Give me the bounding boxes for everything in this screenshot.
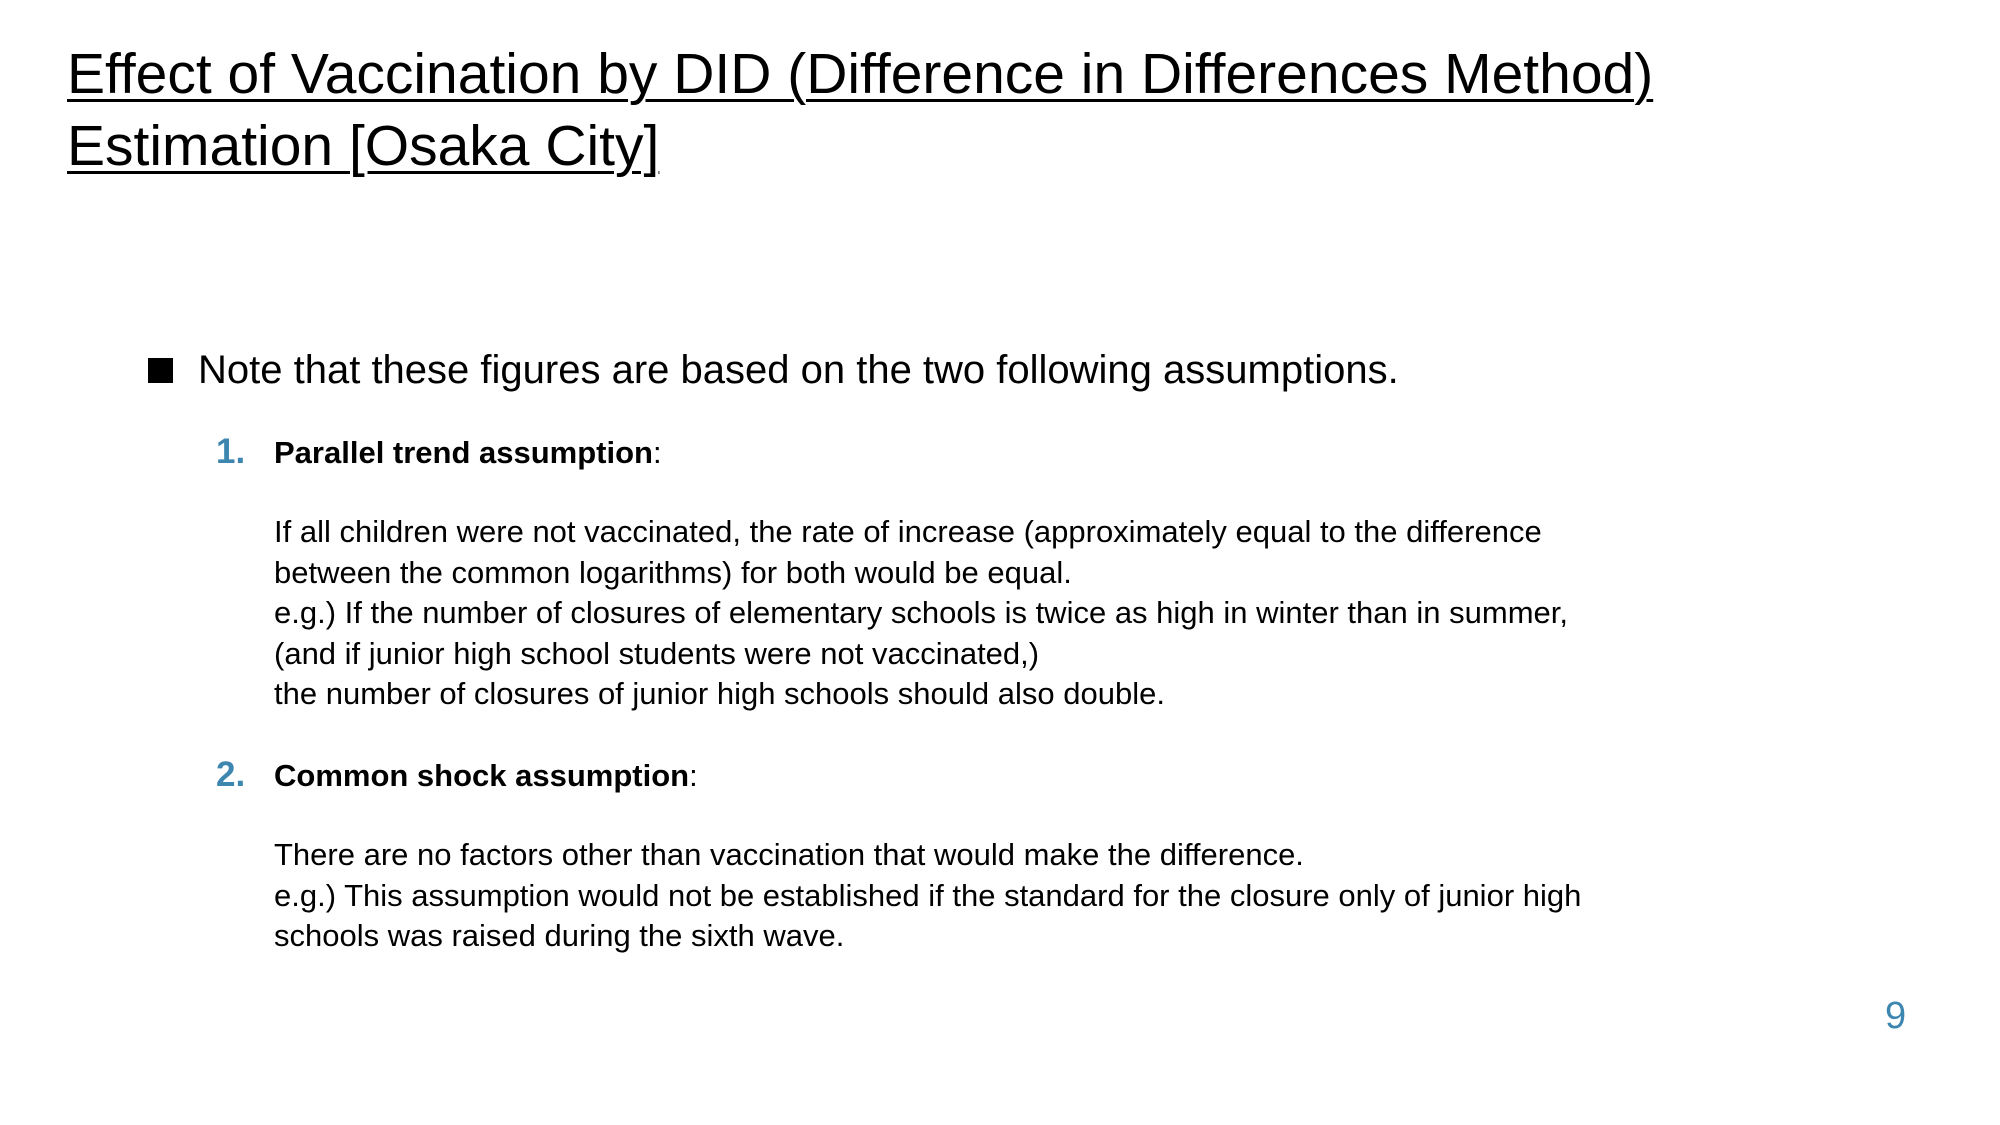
- assumption-body: [274, 512, 1776, 715]
- assumption-item-1: [216, 432, 1776, 715]
- assumption-number: 1.: [216, 432, 246, 471]
- body-line: the number of closures of junior high schools should also double.: [274, 676, 1165, 711]
- assumption-title: Common shock assumption: [274, 758, 690, 793]
- body-line: There are no factors other than vaccination that would make the difference.: [274, 837, 1304, 872]
- body-line: e.g.) If the number of closures of elementary schools is twice as high in winter than in summer,: [274, 595, 1568, 630]
- assumption-heading: [216, 755, 1776, 809]
- assumption-item-2: [216, 755, 1776, 957]
- assumption-body: [274, 835, 1776, 957]
- slide-title-line-2: Estimation [Osaka City]: [67, 114, 660, 178]
- body-line: between the common logarithms) for both would be equal.: [274, 554, 1072, 590]
- note-text: Note that these figures are based on the two following assumptions.: [198, 348, 1399, 392]
- assumption-colon: :: [653, 435, 662, 470]
- square-bullet-icon: [148, 358, 173, 383]
- body-line: schools was raised during the sixth wave.: [274, 918, 845, 953]
- slide-title-line-1: Effect of Vaccination by DID (Difference in Differences Method): [67, 42, 1654, 106]
- body-line: e.g.) This assumption would not be established if the standard for the closure only of junior high: [274, 877, 1582, 913]
- page-number: 9: [1885, 995, 1907, 1037]
- note-bullet: [148, 345, 1399, 395]
- body-line: (and if junior high school students were not vaccinated,): [274, 635, 1040, 671]
- assumption-title: Parallel trend assumption: [274, 435, 653, 470]
- assumption-number: 2.: [216, 755, 246, 794]
- assumption-heading: [216, 432, 1776, 486]
- slide-title: [67, 38, 1867, 182]
- body-line: If all children were not vaccinated, the rate of increase (approximately equal to the difference: [274, 514, 1542, 549]
- assumption-colon: :: [689, 758, 698, 793]
